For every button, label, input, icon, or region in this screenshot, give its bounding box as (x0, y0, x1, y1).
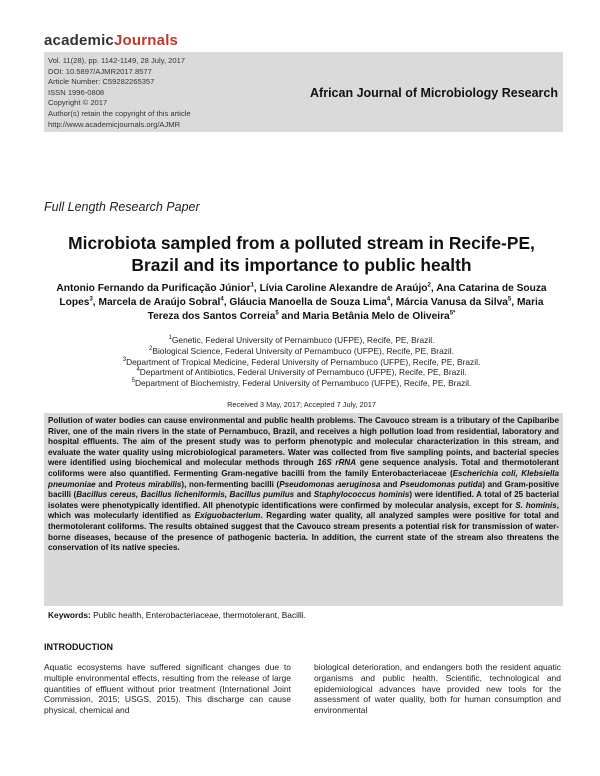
abstract-text: gene sequence analysis. Total and thermotolerant coliforms were also quantified. Fermenting Gram-negative bacilli from the family Enterobacteriaceae ( (48, 458, 559, 478)
affiliation-number: 5 (131, 378, 135, 385)
author: Antonio Fernando da Purificação Júnior (56, 283, 251, 294)
affiliation-text: Department of Biochemistry, Federal University of Pernambuco (UFPE), Recife, PE, Brazil. (134, 378, 472, 389)
meta-url[interactable]: http://www.academicjournals.org/AJMR (48, 119, 181, 129)
abstract-italic-term: Proteus mirabilis (115, 479, 182, 489)
author-affil-ref: 4 (220, 296, 224, 303)
meta-rights: Author(s) retain the copyright of this article (48, 108, 191, 118)
abstract (48, 416, 559, 554)
affiliation-number: 3 (122, 356, 127, 363)
abstract-italic-term: Exiguobacterium (194, 511, 261, 521)
author: Ana Catarina de Souza Lopes (59, 283, 547, 308)
author: Márcia Vanusa da Silva (395, 297, 508, 308)
keywords (48, 610, 306, 620)
abstract-text: ) were identified. A total of 25 bacterial isolates were phenotypically identified. All phenotypic identifications were confirmed by molecular analysis, except for (48, 490, 559, 510)
abstract-text: ), non-fermenting bacilli ( (181, 479, 280, 489)
author-separator: , (92, 297, 99, 308)
logo-part2: Journals (113, 32, 179, 49)
affiliation-number: 2 (149, 346, 153, 352)
abstract-text: . Regarding water quality, all analyzed samples were positive for total and thermotolerant coliforms. The results obtained suggest that the Cavouco stream presents a potential risk for transmission of water-borne diseases, because of the presence of pathogenic bacteria. In addition, the current state of the stream also threatens the conservation of its native species. (48, 511, 560, 553)
affiliation-list (44, 335, 559, 389)
affiliation (44, 335, 559, 346)
author-affil-ref: 4 (386, 296, 391, 303)
meta-copyright: Copyright © 2017 (48, 98, 108, 108)
abstract-text: and (380, 479, 401, 489)
intro-left-column: Aquatic ecosystems have suffered significant changes due to multiple environmental effects, resulting from the release of large quantities of effluent without prior treatment (International Joint Commission, 2015; USGS, 2015). This discharge can cause physical, chemical and (44, 662, 291, 716)
author-separator: , (390, 297, 396, 308)
author: Marcela de Araújo Sobral (98, 297, 221, 308)
abstract-italic-term: S. hominis (515, 500, 557, 510)
meta-volume: Vol. 11(28), pp. 1142-1149, 28 July, 2017 (48, 56, 186, 65)
keywords-label: Keywords: (48, 610, 91, 620)
abstract-italic-term: 16S rRNA (317, 458, 357, 468)
abstract-text: and (95, 479, 116, 489)
author-affil-ref: 3 (89, 296, 93, 303)
author-affil-ref: 5* (449, 310, 456, 317)
abstract-text: ) and Gram-positive bacilli ( (48, 479, 560, 500)
affiliation (44, 346, 559, 357)
meta-doi: DOI: 10.5897/AJMR2017.8577 (48, 66, 152, 76)
affiliation-number: 1 (168, 335, 172, 342)
abstract-italic-term: Escherichia coli, Klebsiella pneumoniae (48, 468, 560, 489)
abstract-italic-term: Bacillus cereus, Bacillus licheniformis, Bacillus pumilus (76, 490, 295, 500)
affiliation (44, 357, 559, 368)
abstract-text: Pollution of water bodies can cause environmental and public health problems. The Cavouco stream is a tributary of the Capibaribe River, one of the main rivers in the state of Pernambuco, Brazil, and receives a high pollution load from residential, laboratory and hospital effluents. The aim of the present study was to perform phenotypic and molecular characterization in this stream, and evaluate the water quality using microbiological parameters. Water was collected from five sampling points, and bacterial species were identified using biochemical and molecular methods through (48, 416, 559, 468)
introduction-heading: INTRODUCTION (44, 642, 113, 652)
abstract-italic-term: Pseudomonas putida (400, 479, 483, 489)
keywords-text: Public health, Enterobacteriaceae, thermotolerant, Bacilli. (90, 610, 306, 620)
abstract-italic-term: Staphylococcus hominis (313, 490, 410, 500)
author-affil-ref: 5 (507, 296, 512, 303)
logo-part1: academic (44, 32, 114, 49)
doc-type: Full Length Research Paper (44, 200, 200, 214)
author-list (44, 282, 559, 324)
author: Gláucia Manoella de Souza Lima (229, 297, 387, 308)
journal-name: African Journal of Microbiology Research (310, 86, 558, 100)
affiliation (44, 378, 559, 389)
affiliation-text: Genetic, Federal University of Pernambuco (UFPE), Recife, PE, Brazil. (171, 335, 435, 345)
publisher-logo (44, 32, 178, 49)
author-affil-ref: 1 (250, 282, 254, 289)
abstract-italic-term: Pseudomonas aeruginosa (279, 479, 381, 489)
author: Maria Tereza dos Santos Correia (147, 297, 544, 322)
affiliation-number: 4 (136, 367, 140, 374)
article-meta (48, 56, 191, 130)
author-separator: , (253, 283, 260, 294)
affiliation-text: Biological Science, Federal University of Pernambuco (UFPE), Recife, PE, Brazil. (152, 345, 454, 356)
author: Lívia Caroline Alexandre de Araújo (259, 283, 428, 294)
meta-issn: ISSN 1996-0808 (48, 87, 105, 97)
affiliation-text: Department of Antibiotics, Federal University of Pernambuco (UFPE), Recife, PE, Brazil. (139, 367, 467, 378)
abstract-text: , which was molecularly identified as (48, 500, 559, 521)
author: Maria Betânia Melo de Oliveira (302, 311, 450, 322)
meta-article-number: Article Number: C59282265357 (48, 77, 155, 87)
received-dates: Received 3 May, 2017; Accepted 7 July, 2017 (227, 400, 376, 409)
author-affil-ref: 2 (427, 282, 431, 289)
affiliation (44, 367, 559, 378)
author-affil-ref: 5 (275, 310, 279, 317)
author-separator: , (223, 297, 230, 308)
intro-right-column: biological deterioration, and endangers both the resident aquatic organisms and public health. Scientific, technological and epidemiological advances have provided new tools for the assessment of water quality, both for human consumption and environmental (314, 662, 561, 716)
paper-title: Microbiota sampled from a polluted stream in Recife-PE, Brazil and its importance to public health (68, 233, 535, 275)
author-separator: , (430, 283, 437, 294)
author-separator: , (511, 297, 517, 308)
author-separator: and (278, 311, 303, 322)
abstract-text: and (294, 490, 314, 500)
affiliation-text: Department of Tropical Medicine, Federal University of Pernambuco (UFPE), Recife, PE, Brazil. (126, 356, 481, 367)
